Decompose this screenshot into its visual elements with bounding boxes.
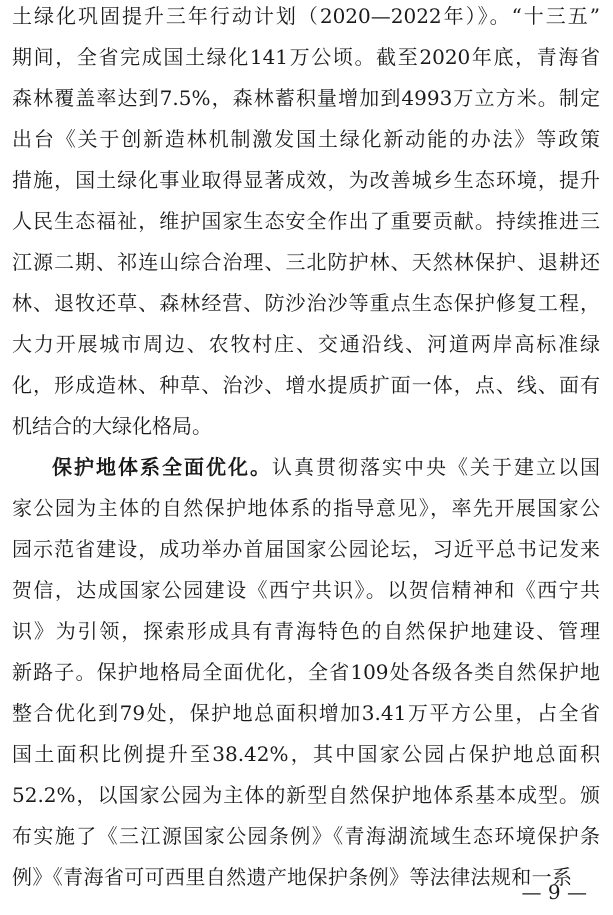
text-line: 例》《青海省可可西里自然遗产地保护条例》等法律法规和一系: [12, 865, 572, 889]
text-line: 国土面积比例提升至38.42%，其中国家公园占保护地总面积: [12, 742, 600, 766]
text-line: 布实施了《三江源国家公园条例》《青海湖流域生态环境保护条: [12, 824, 600, 848]
text-line: 期间，全省完成国土绿化141万公顷。截至2020年底，青海省: [12, 45, 600, 69]
text-line: 江源二期、祁连山综合治理、三北防护林、天然林保护、退耕还: [12, 250, 600, 274]
text-line: 森林覆盖率达到7.5%，森林蓄积量增加到4993万立方米。制定: [12, 86, 600, 110]
text-line: 贺信，达成国家公园建设《西宁共识》。以贺信精神和《西宁共: [12, 578, 600, 602]
text-line: 园示范省建设，成功举办首届国家公园论坛，习近平总书记发来: [12, 537, 600, 561]
text-line: 出台《关于创新造林机制激发国土绿化新动能的办法》等政策: [12, 127, 600, 151]
text-line: 机结合的大绿化格局。: [12, 414, 212, 438]
text-line: 措施，国土绿化事业取得显著成效，为改善城乡生态环境，提升: [12, 168, 600, 192]
text-line: 林、退牧还草、森林经营、防沙治沙等重点生态保护修复工程，: [12, 291, 600, 315]
section-heading: 保护地体系全面优化。: [52, 455, 272, 479]
text-line: 人民生态福祉，维护国家生态安全作出了重要贡献。持续推进三: [12, 209, 600, 233]
page-number: — 9 —: [521, 880, 587, 904]
text-line: 化，形成造林、种草、治沙、增水提质扩面一体，点、线、面有: [12, 373, 600, 397]
text-run: 认真贯彻落实中央《关于建立以国: [272, 455, 600, 479]
text-line: 土绿化巩固提升三年行动计划（2020—2022年）》。“十三五”: [12, 4, 600, 28]
text-line: 52.2%，以国家公园为主体的新型自然保护地体系基本成型。颁: [12, 783, 600, 807]
text-line: 家公园为主体的自然保护地体系的指导意见》，率先开展国家公: [12, 496, 600, 520]
text-line: 整合优化到79处，保护地总面积增加3.41万平方公里，占全省: [12, 701, 600, 725]
text-line: 新路子。保护地格局全面优化，全省109处各级各类自然保护地: [12, 660, 600, 684]
text-line: 识》为引领，探索形成具有青海特色的自然保护地建设、管理: [12, 619, 600, 643]
text-line: 大力开展城市周边、农牧村庄、交通沿线、河道两岸高标准绿: [12, 332, 600, 356]
text-line: [52, 455, 600, 479]
